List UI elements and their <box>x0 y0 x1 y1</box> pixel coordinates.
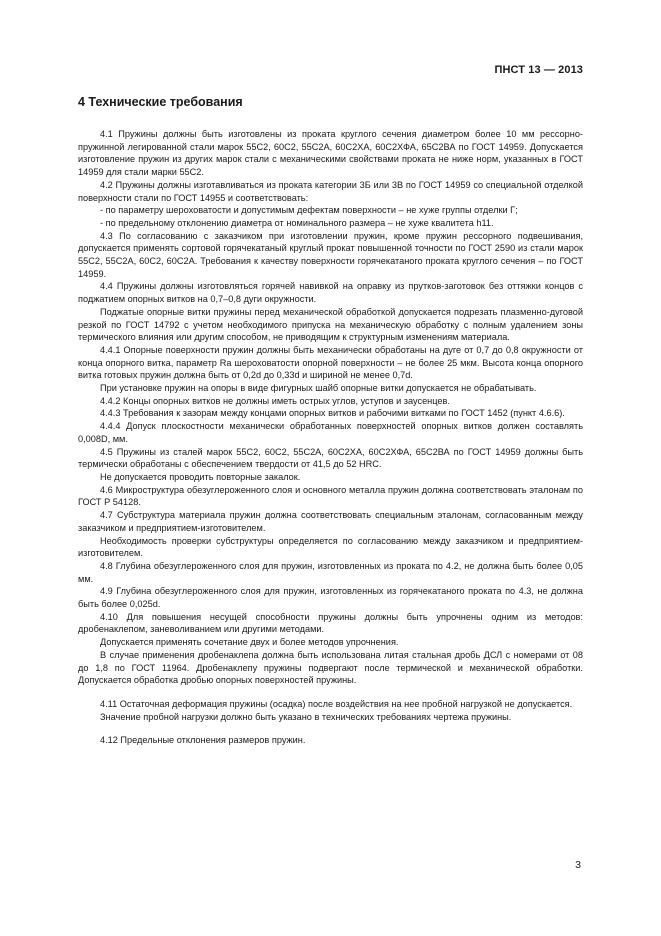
paragraph-4-4-1: 4.4.1 Опорные поверхности пружин должны быть механически обработаны на дуге от 0,7 до 0,8 окружности от конца опорного витка, параметр Ra шероховатости опорной поверхности – не более 25 мкм. Высота конца опорного витка готовых пружин должна быть от 0,2d до 0,33d и шириной не менее 0,7d. <box>78 344 583 381</box>
paragraph-4-11-note: Значение пробной нагрузки должно быть указано в технических требованиях чертежа пружины. <box>100 711 512 722</box>
paragraph-4-5: 4.5 Пружины из сталей марок 55С2, 60С2, 55С2А, 60С2ХА, 60С2ХФА, 65С2ВА по ГОСТ 14959 должны быть термически обработаны с обеспечением твердости от 41,5 до 52 HRC. <box>78 446 583 470</box>
paragraph-4-5-note: Не допускается проводить повторные закалок. <box>100 471 301 482</box>
paragraph-4-10: 4.10 Для повышения несущей способности пружины должны быть упрочнены одним из методов: дробенаклепом, заневоливанием или другими методами. <box>78 611 583 635</box>
document-header-code: ПНСТ 13 — 2013 <box>494 64 583 76</box>
document-body <box>78 128 583 747</box>
paragraph-4-12: 4.12 Предельные отклонения размеров пружин. <box>100 735 306 746</box>
paragraph-4-1: 4.1 Пружины должны быть изготовлены из проката круглого сечения диаметром более 10 мм рессорно-пружинной легированной стали марок 55С2, 60С2, 55С2А, 60С2ХА, 60С2ХФА, 65С2ВА по ГОСТ 14959. Допускается изготовление пружин из других марок стали с механическими свойствами проката не ниже норм, указанных в ГОСТ 14959 для стали марки 55С2. <box>78 129 583 178</box>
paragraph-4-8: 4.8 Глубина обезуглероженного слоя для пружин, изготовленных из проката по 4.2, не должна быть более 0,05 мм. <box>78 560 583 584</box>
paragraph-4-2: 4.2 Пружины должны изготавливаться из проката категории 3Б или 3В по ГОСТ 14959 со специальной отделкой поверхности стали по ГОСТ 14955 и соответствовать: <box>78 179 583 203</box>
paragraph-4-9: 4.9 Глубина обезуглероженного слоя для пружин, изготовленных из горячекатаного проката по 4.3, не должна быть более 0,025d. <box>78 586 583 610</box>
paragraph-4-10-combination: Допускается применять сочетание двух и более методов упрочнения. <box>100 637 399 648</box>
list-item-roughness: - по параметру шероховатости и допустимым дефектам поверхности – не хуже группы отделки Г; <box>100 205 518 216</box>
paragraph-4-4-2: 4.4.2 Концы опорных витков не должны иметь острых углов, уступов и заусенцев. <box>100 395 450 406</box>
paragraph-4-7: 4.7 Субструктура материала пружин должна соответствовать специальным эталонам, согласованным между заказчиком и предприятием-изготовителем. <box>78 510 583 533</box>
paragraph-4-10-shot: В случае применения дробенаклепа должна быть использована литая стальная дробь ДСЛ с номерами от 08 до 1,8 по ГОСТ 11964. Дробенаклепу пружины подвергают после термической и механической обработки. Допускается обработка дробью опорных поверхностей пружины. <box>78 649 583 686</box>
section-title: 4 Технические требования <box>78 95 243 109</box>
paragraph-4-4-cutting: Поджатые опорные витки пружины перед механической обработкой допускается подрезать плазменно-дуговой резкой по ГОСТ 14792 с учетом необходимого припуска на механическую обработку с полным удалением зоны термического влияния или другим способом, не приводящим к структурным изменениям материала. <box>78 306 583 343</box>
paragraph-4-6: 4.6 Микроструктура обезуглероженного слоя и основного металла пружин должна соответствовать эталонам по ГОСТ Р 54128. <box>78 484 583 508</box>
paragraph-4-4-1-note: При установке пружин на опоры в виде фигурных шайб опорные витки допускается не обрабатывать. <box>100 383 537 394</box>
page-number: 3 <box>575 859 581 871</box>
paragraph-4-11: 4.11 Остаточная деформация пружины (осадка) после воздействия на нее пробной нагрузкой не допускается. <box>100 698 573 709</box>
paragraph-4-4-3: 4.4.3 Требования к зазорам между концами опорных витков и рабочими витками по ГОСТ 1452 (пункт 4.6.6). <box>100 408 565 419</box>
paragraph-4-7-note: Необходимость проверки субструктуры определяется по согласованию между заказчиком и предприятием-изготовителем. <box>78 535 583 559</box>
paragraph-4-4: 4.4 Пружины должны изготовляться горячей навивкой на оправку из прутков-заготовок без оттяжки концов с поджатием опорных витков на 0,7–0,8 дуги окружности. <box>78 281 583 305</box>
paragraph-4-3: 4.3 По согласованию с заказчиком при изготовлении пружин, кроме пружин рессорного подвешивания, допускается применять сортовой горячекатаный круглый прокат повышенной точности по ГОСТ 2590 из стали марок 55С2, 55С2А, 60С2, 60С2А. Требования к качеству поверхности горячекатаного проката круглого сечения – по ГОСТ 14959. <box>78 230 583 279</box>
paragraph-4-4-4: 4.4.4 Допуск плоскостности механически обработанных поверхностей опорных витков должен составлять 0,008D, мм. <box>78 421 583 444</box>
list-item-diameter-tolerance: - по предельному отклонению диаметра от номинального размера – не хуже квалитета h11. <box>100 217 494 228</box>
